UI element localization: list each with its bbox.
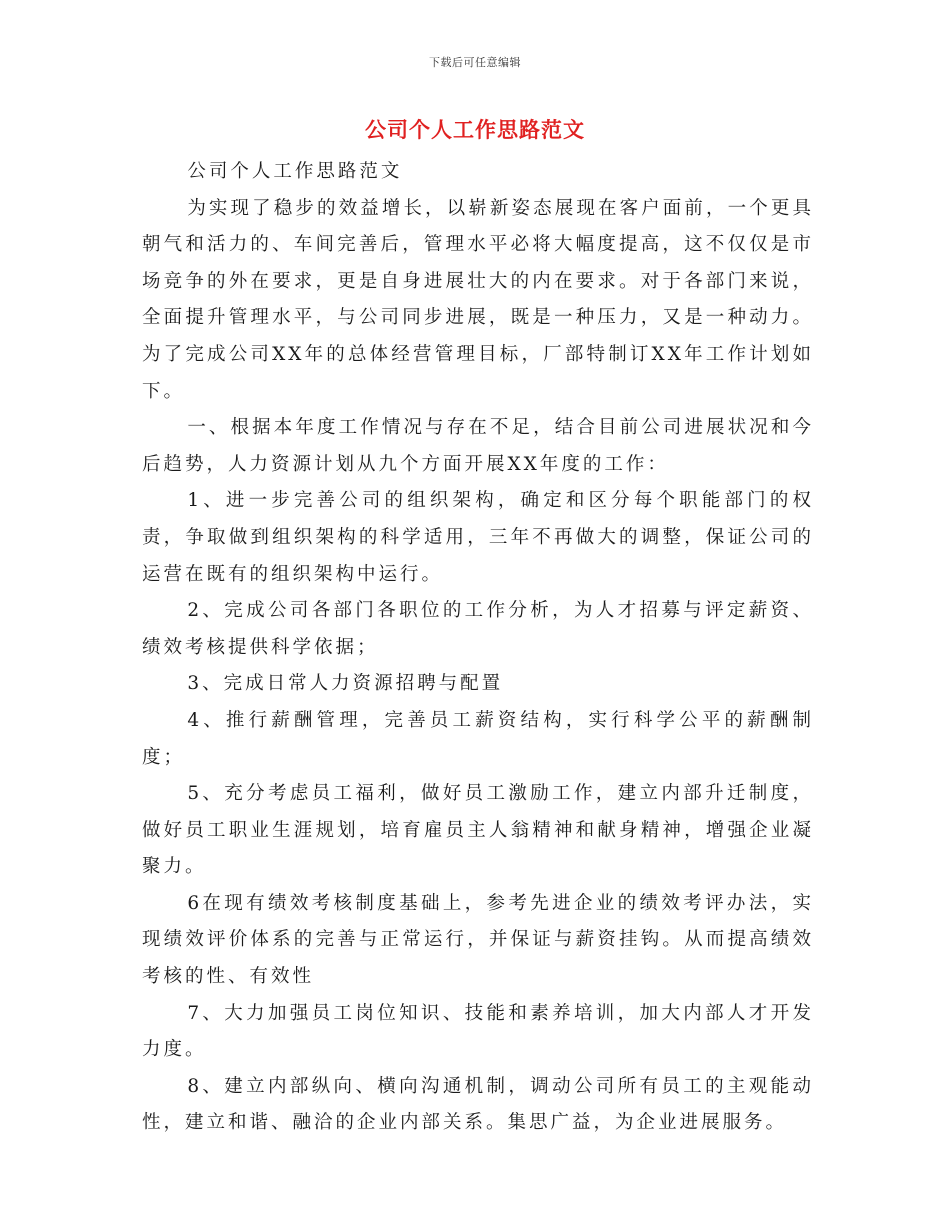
paragraph-item-3: 3、完成日常人力资源招聘与配置 — [187, 673, 504, 695]
paragraph-section-one: 一、根据本年度工作情况与存在不足，结合目前公司进展状况和今后趋势，人力资源计划从九个方面开展XX年度的工作： — [142, 417, 814, 475]
paragraph-item-2: 2、完成公司各部门各职位的工作分析，为人才招募与评定薪资、绩效考核提供科学依据； — [142, 600, 814, 658]
document-title: 公司个人工作思路范文 — [365, 118, 585, 142]
paragraph-item-6: 6在现有绩效考核制度基础上，参考先进企业的绩效考评办法，实现绩效评价体系的完善与正常运行，并保证与薪资挂钩。从而提高绩效考核的性、有效性 — [142, 892, 814, 988]
paragraph-item-5: 5、充分考虑员工福利，做好员工激励工作，建立内部升迁制度，做好员工职业生涯规划，培育雇员主人翁精神和献身精神，增强企业凝聚力。 — [142, 783, 814, 878]
paragraph-intro: 为实现了稳步的效益增长，以崭新姿态展现在客户面前，一个更具朝气和活力的、车间完善后，管理水平必将大幅度提高，这不仅仅是市场竞争的外在要求，更是自身进展壮大的内在要求。对于各部门来说，全面提升管理水平，与公司同步进展，既是一种压力，又是一种动力。为了完成公司XX年的总体经营管理目标，厂部特制订XX年工作计划如下。 — [142, 197, 814, 402]
paragraph-subtitle: 公司个人工作思路范文 — [187, 161, 403, 182]
paragraph-item-8: 8、建立内部纵向、横向沟通机制，调动公司所有员工的主观能动性，建立和谐、融洽的企业内部关系。集思广益，为企业进展服务。 — [142, 1075, 814, 1134]
header-note: 下载后可任意编辑 — [429, 56, 521, 69]
paragraph-item-1: 1、进一步完善公司的组织架构，确定和区分每个职能部门的权责，争取做到组织架构的科学适用，三年不再做大的调整，保证公司的运营在既有的组织架构中运行。 — [142, 490, 814, 585]
document-body — [142, 154, 814, 1142]
paragraph-item-7: 7、大力加强员工岗位知识、技能和素养培训，加大内部人才开发力度。 — [142, 1002, 814, 1061]
paragraph-item-4: 4、推行薪酬管理，完善员工薪资结构，实行科学公平的薪酬制度； — [142, 709, 814, 768]
